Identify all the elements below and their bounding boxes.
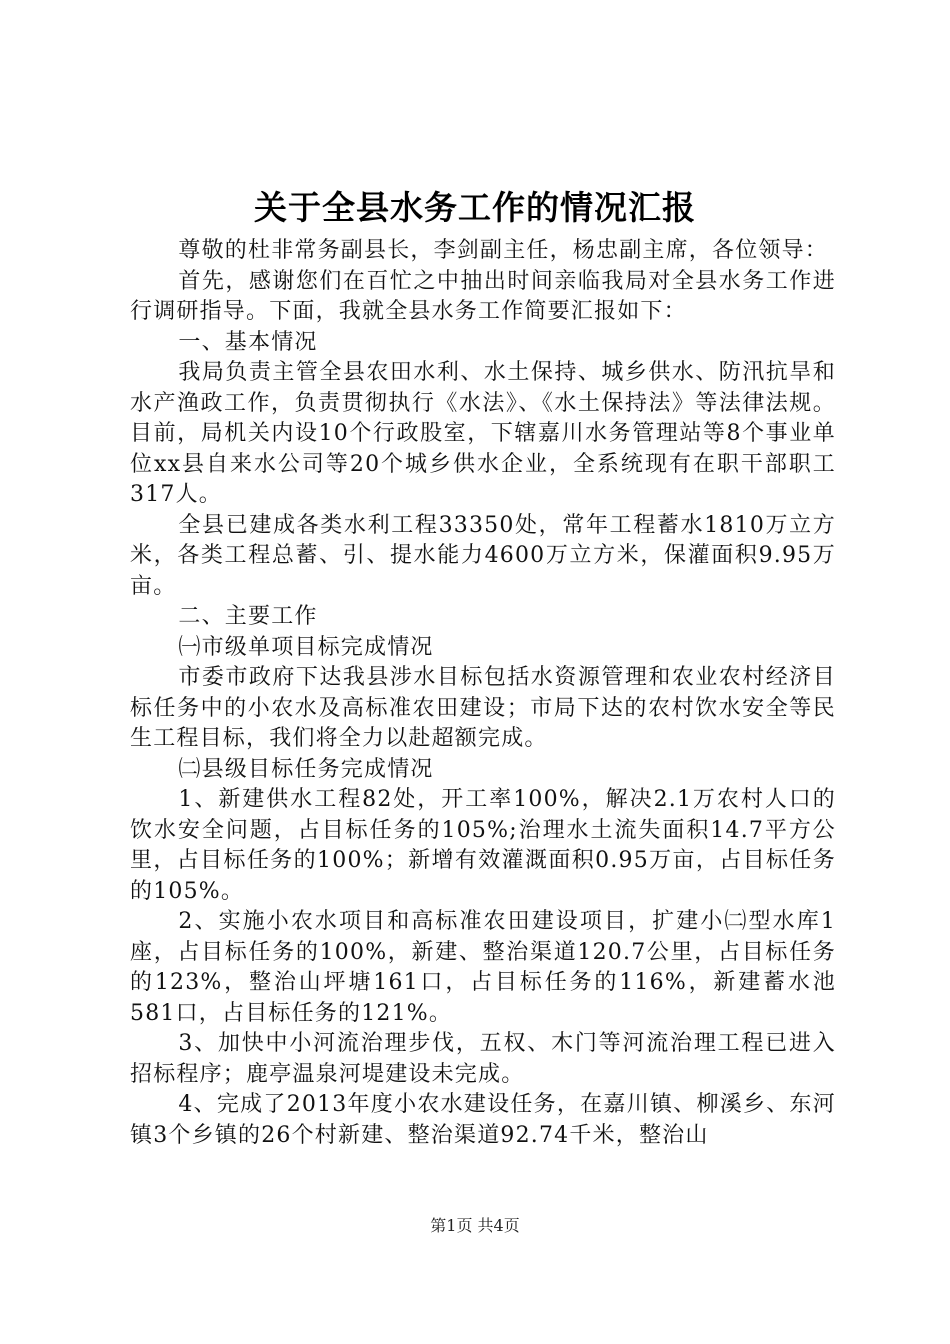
body-paragraph: 全县已建成各类水利工程33350处，常年工程蓄水1810万立方米，各类工程总蓄、引、提水能力4600万立方米，保灌面积9.95万亩。 [130,512,836,599]
document-title: 关于全县水务工作的情况汇报 [254,188,696,227]
intro-paragraph: 首先，感谢您们在百忙之中抽出时间亲临我局对全县水务工作进行调研指导。下面，我就全县水务工作简要汇报如下： [130,268,836,324]
salutation-paragraph: 尊敬的杜非常务副县长，李剑副主任，杨忠副主席，各位领导： [178,238,828,263]
list-item-paragraph: 4、完成了2013年度小农水建设任务，在嘉川镇、柳溪乡、东河镇3个乡镇的26个村新建、整治渠道92.74千米，整治山 [130,1092,836,1148]
body-paragraph: 市委市政府下达我县涉水目标包括水资源管理和农业农村经济目标任务中的小农水及高标准农田建设；市局下达的农村饮水安全等民生工程目标，我们将全力以赴超额完成。 [130,665,836,751]
body-paragraph: 我局负责主管全县农田水利、水土保持、城乡供水、防汛抗旱和水产渔政工作，负责贯彻执行《水法》、《水土保持法》等法律法规。目前，局机关内设10个行政股室，下辖嘉川水务管理站等8个事业单位xx县自来水公司等20个城乡供水企业，全系统现有在职干部职工317人。 [130,360,836,507]
list-item-paragraph: 2、实施小农水项目和高标准农田建设项目，扩建小㈡型水库1座，占目标任务的100%，新建、整治渠道120.7公里，占目标任务的123%，整治山坪塘161口，占目标任务的116%，新建蓄水池581口，占目标任务的121%。 [130,909,836,1026]
list-item-paragraph: 3、加快中小河流治理步伐，五权、木门等河流治理工程已进入招标程序；鹿亭温泉河堤建设未完成。 [130,1031,836,1087]
page-number: 第1页 共4页 [430,1216,520,1235]
subsection-heading: ㈡县级目标任务完成情况 [178,756,434,782]
document-body [130,236,836,1151]
section-heading: 一、基本情况 [178,329,318,355]
subsection-heading: ㈠市级单项目标完成情况 [178,634,434,660]
list-item-paragraph: 1、新建供水工程82处，开工率100%，解决2.1万农村人口的饮水安全问题，占目标任务的105%;治理水土流失面积14.7平方公里，占目标任务的100%；新增有效灌溉面积0.95万亩，占目标任务的105%。 [130,787,836,904]
section-heading: 二、主要工作 [178,604,318,629]
